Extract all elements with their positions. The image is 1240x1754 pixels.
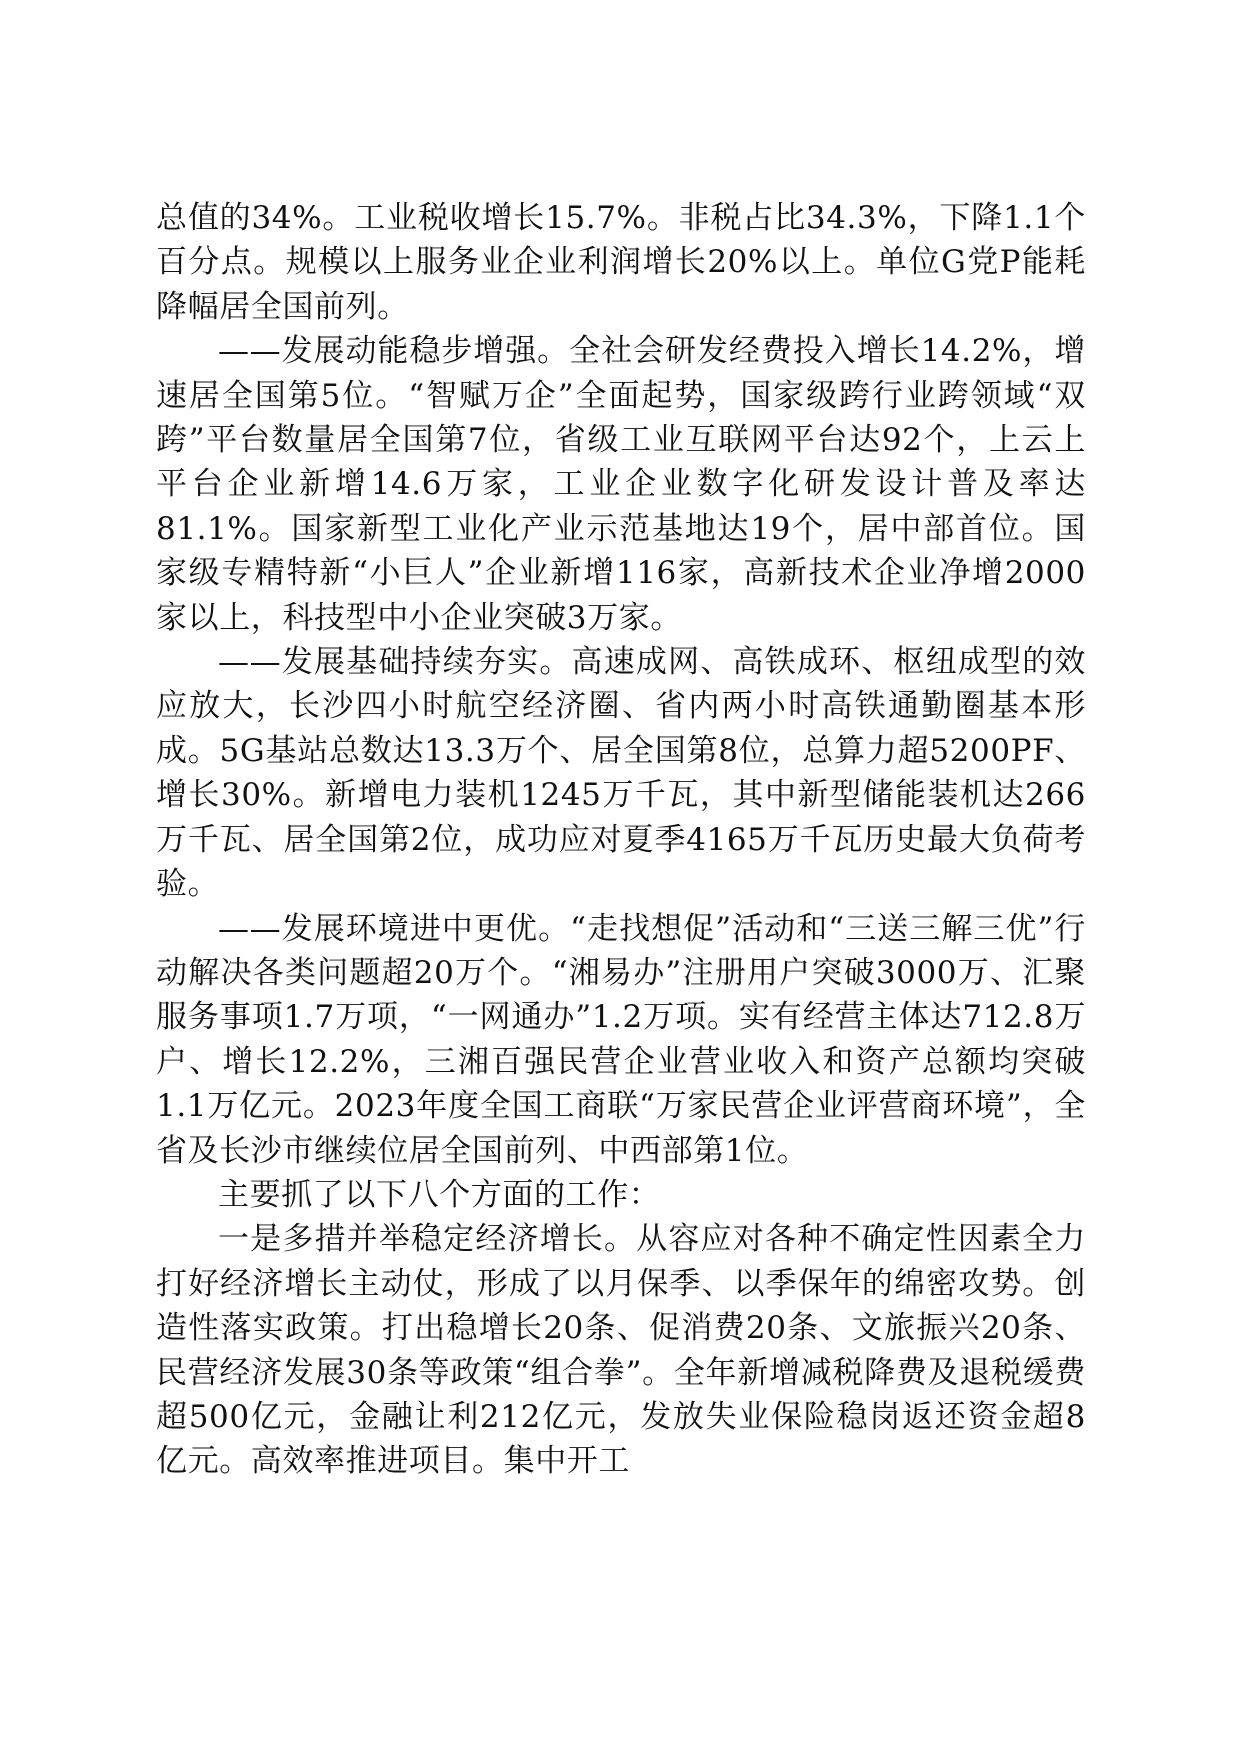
paragraph-development-foundation: ——发展基础持续夯实。高速成网、高铁成环、枢纽成型的效应放大，长沙四小时航空经济圈、省内两小时高铁通勤圈基本形成。5G基站总数达13.3万个、居全国第8位，总算力超5200PF、增长30%。新增电力装机1245万千瓦，其中新型储能装机达266万千瓦、居全国第2位，成功应对夏季4165万千瓦历史最大负荷考验。 [156,644,1086,903]
paragraph-continuation: 总值的34%。工业税收增长15.7%。非税占比34.3%，下降1.1个百分点。规模以上服务业企业利润增长20%以上。单位G党P能耗降幅居全国前列。 [156,200,1086,325]
document-body [156,196,1086,1484]
paragraph-development-environment: ——发展环境进中更优。“走找想促”活动和“三送三解三优”行动解决各类问题超20万个。“湘易办”注册用户突破3000万、汇聚服务事项1.7万项，“一网通办”1.2万项。实有经营主体达712.8万户、增长12.2%，三湘百强民营企业营业收入和资产总额均突破1.1万亿元。2023年度全国工商联“万家民营企业评营商环境”，全省及长沙市继续位居全国前列、中西部第1位。 [156,910,1086,1169]
paragraph-main-work-intro: 主要抓了以下八个方面的工作： [218,1176,661,1213]
paragraph-development-momentum: ——发展动能稳步增强。全社会研发经费投入增长14.2%，增速居全国第5位。“智赋万企”全面起势，国家级跨行业跨领域“双跨”平台数量居全国第7位，省级工业互联网平台达92个，上云上平台企业新增14.6万家，工业企业数字化研发设计普及率达81.1%。国家新型工业化产业示范基地达19个，居中部首位。国家级专精特新“小巨人”企业新增116家，高新技术企业净增2000家以上，科技型中小企业突破3万家。 [156,333,1086,636]
paragraph-stabilize-growth: 一是多措并举稳定经济增长。从容应对各种不确定性因素全力打好经济增长主动仗，形成了以月保季、以季保年的绵密攻势。创造性落实政策。打出稳增长20条、促消费20条、文旅振兴20条、民营经济发展30条等政策“组合拳”。全年新增减税降费及退税缓费超500亿元，金融让利212亿元，发放失业保险稳岗返还资金超8亿元。高效率推进项目。集中开工 [156,1221,1086,1480]
